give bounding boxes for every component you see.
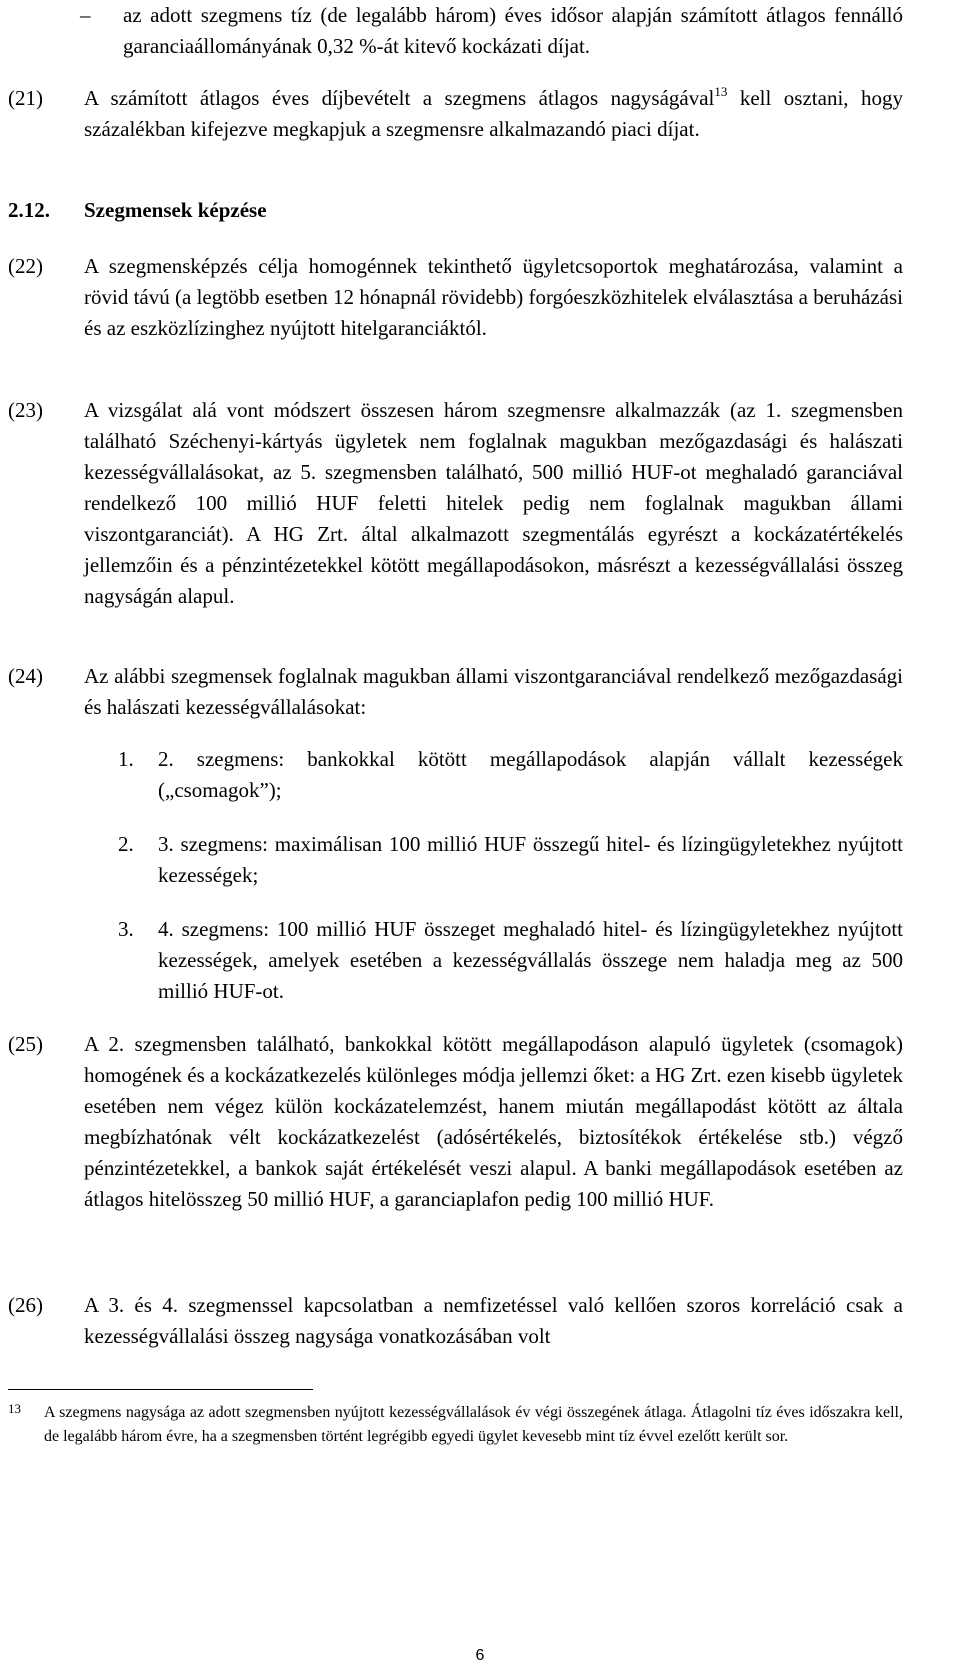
paragraph-text: A 3. és 4. szegmenssel kapcsolatban a nemfizetéssel való kellően szoros korreláció csak a kezességvállalási összeg nagysága vonatkozásában volt [84,1293,903,1348]
paragraph-text: Az alábbi szegmensek foglalnak magukban állami viszontgaranciával rendelkező mezőgazdasági és halászati kezességvállalásokat: [84,664,903,719]
paragraph-text-start: A számított átlagos éves díjbevételt a szegmens átlagos nagyságával [84,86,715,110]
section-title: Szegmensek képzése [84,198,267,222]
list-item [118,744,903,806]
section-number: 2.12. [8,198,50,222]
paragraph-21 [8,83,903,145]
page-number: 6 [475,1647,485,1664]
paragraph-number: (22) [8,254,43,278]
paragraph-number: (23) [8,398,43,422]
paragraph-text: A szegmensképzés célja homogénnek tekinthető ügyletcsoportok meghatározása, valamint a rövid távú (a legtöbb esetben 12 hónapnál rövidebb) forgóeszközhitelek elválasztása a beruházási és az eszközlízinghez nyújtott hitelgaranciáktól. [84,254,903,340]
dash-bullet: – [80,3,91,27]
paragraph-number: (26) [8,1293,43,1317]
section-heading [8,195,267,226]
list-item [118,914,903,1007]
paragraph-23 [8,395,903,612]
list-item-text: 2. szegmens: bankokkal kötött megállapodások alapján vállalt kezességek („csomagok”); [158,747,903,802]
paragraph-26 [8,1290,903,1352]
paragraph-text: A 2. szegmensben található, bankokkal kötött megállapodáson alapuló ügyletek (csomagok) homogének és a kockázatkezelés különleges módja jellemzi őket: a HG Zrt. ezen kisebb ügyletek esetében nem végez külön kockázatelemzést, hanem miután megállapodást kötött az általa megbízhatónak vélt kockázatkezelést (adósértékelés, biztosítékok értékelése stb.) végző pénzintézetekkel, a bankok saját értékelését veszi alapul. A banki megállapodások esetében az átlagos hitelösszeg 50 millió HUF, a garanciaplafon pedig 100 millió HUF. [84,1032,903,1211]
footnote [8,1401,903,1449]
paragraph-24 [8,661,903,723]
list-item-number: 2. [118,832,134,856]
paragraph-number: (24) [8,664,43,688]
list-item-number: 1. [118,747,134,771]
paragraph-text-end: kell osztani, hogy százalékban kifejezve megkapjuk a szegmensre alkalmazandó piaci díjat. [84,86,903,141]
list-item-text: 4. szegmens: 100 millió HUF összeget meghaladó hitel- és lízingügyletekhez nyújtott kezességek, amelyek esetében a kezességvállalás összege nem haladja meg az 500 millió HUF-ot. [158,917,903,1003]
paragraph-22 [8,251,903,344]
carry-over-text: az adott szegmens tíz (de legalább három) éves idősor alapján számított átlagos fennálló garanciaállományának 0,32 %-át kitevő kockázati díjat. [123,3,903,58]
paragraph-number: (21) [8,86,43,110]
list-item-number: 3. [118,917,134,941]
paragraph-text [84,83,903,145]
paragraph-text: A vizsgálat alá vont módszert összesen három szegmensre alkalmazzák (az 1. szegmensben található Széchenyi-kártyás ügyletek nem foglalnak magukban mezőgazdasági és halászati kezességvállalásokat, az 5. szegmensben található, 500 millió HUF-ot meghaladó garanciával rendelkező 100 millió HUF feletti hitelek pedig nem foglalnak magukban állami viszontgaranciát). A HG Zrt. által alkalmazott szegmentálás egyrészt a kockázatértékelés jellemzőin és a pénzintézetekkel kötött megállapodásokon, másrészt a kezességvállalási összeg nagyságán alapul. [84,398,903,608]
paragraph-25 [8,1029,903,1215]
list-item-text: 3. szegmens: maximálisan 100 millió HUF összegű hitel- és lízingügyletekhez nyújtott kezességek; [158,832,903,887]
list-item [118,829,903,891]
footnote-number: 13 [8,1401,21,1416]
footnote-reference[interactable]: 13 [714,84,728,99]
footnote-separator [8,1389,313,1390]
footnote-text: A szegmens nagysága az adott szegmensben nyújtott kezességvállalások év végi összegének átlaga. Átlagolni tíz éves időszakra kell, de legalább három évre, ha a szegmensben történt legrégibb egyedi ügylet kevesebb mint tíz évvel ezelőtt került sor. [44,1404,903,1445]
carry-over-list-item [80,0,903,62]
paragraph-number: (25) [8,1032,43,1056]
